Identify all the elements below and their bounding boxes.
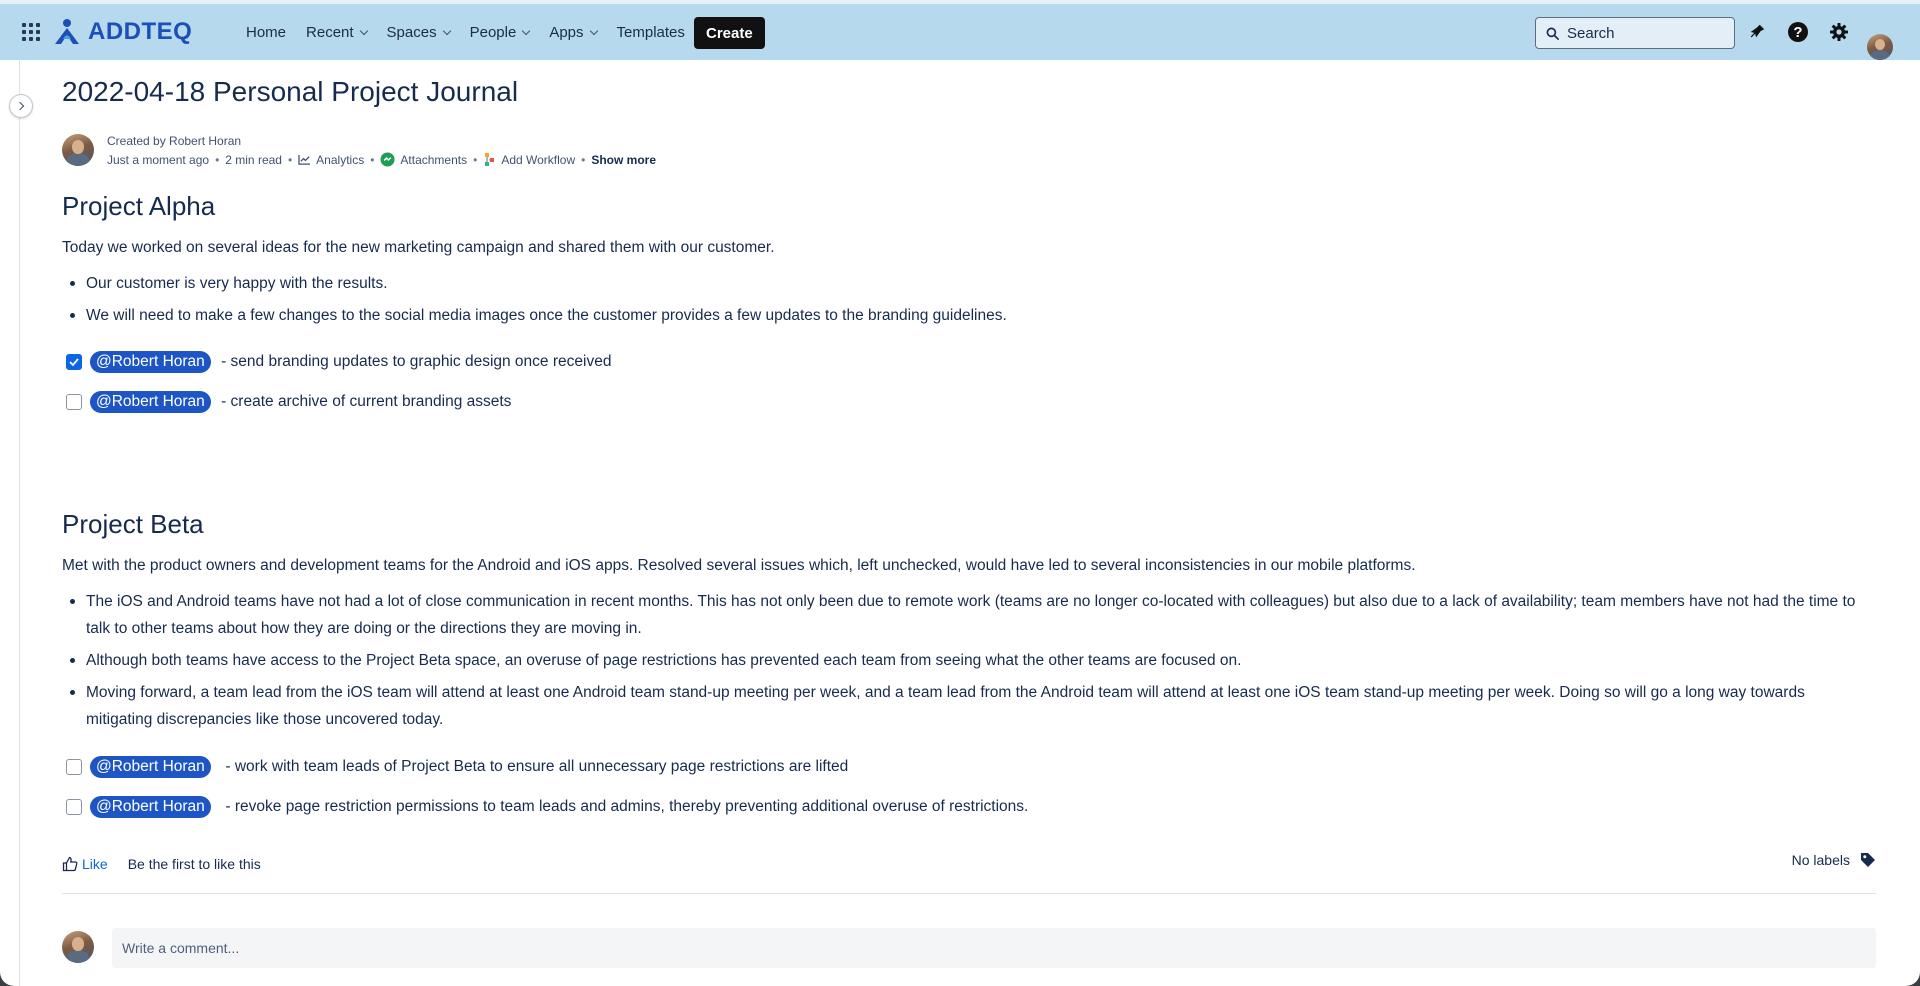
created-by[interactable]: Created by Robert Horan xyxy=(107,134,242,148)
gear-icon xyxy=(1829,22,1849,42)
top-navigation xyxy=(0,4,1920,60)
nav-templates-label: Templates xyxy=(616,23,685,41)
chevron-down-icon xyxy=(522,26,530,34)
add-workflow-label: Add Workflow xyxy=(501,152,576,167)
nav-recent[interactable] xyxy=(296,18,377,47)
logo-text: ADDTEQ xyxy=(88,18,193,45)
comment-input[interactable] xyxy=(112,928,1876,968)
search-icon xyxy=(1546,27,1559,40)
task-item xyxy=(66,755,848,779)
attachments-icon xyxy=(380,152,395,167)
chevron-down-icon xyxy=(442,26,450,34)
task-checkbox[interactable] xyxy=(66,759,82,775)
settings-button[interactable] xyxy=(1828,21,1850,43)
profile-avatar[interactable] xyxy=(1867,34,1893,60)
nav-templates[interactable] xyxy=(607,18,695,47)
read-time: 2 min read xyxy=(225,152,282,167)
task-text: - work with team leads of Project Beta to ensure all unnecessary page restrictions are lifted xyxy=(216,758,849,775)
chevron-right-icon xyxy=(16,102,24,110)
chevron-down-icon xyxy=(359,26,367,34)
user-mention[interactable]: @Robert Horan xyxy=(90,756,211,778)
nav-home-label: Home xyxy=(246,23,287,41)
create-button[interactable]: Create xyxy=(694,17,765,49)
separator: • xyxy=(370,152,375,167)
commenter-avatar xyxy=(62,931,94,963)
section-intro-beta: Met with the product owners and development teams for the Android and iOS apps. Resolved several issues which, left unchecked, would have led to several inconsistencies in our mobile platforms. xyxy=(62,557,1416,574)
separator: • xyxy=(473,152,478,167)
help-button[interactable] xyxy=(1787,21,1809,43)
primary-nav xyxy=(236,4,695,60)
analytics-label: Analytics xyxy=(316,152,365,167)
section-heading-alpha: Project Alpha xyxy=(62,191,216,221)
like-label: Like xyxy=(82,856,108,872)
workflow-icon xyxy=(483,152,496,167)
nav-apps-label: Apps xyxy=(549,23,584,41)
thumbs-up-icon xyxy=(62,856,78,872)
nav-people[interactable] xyxy=(460,18,540,47)
list-item: Our customer is very happy with the results. xyxy=(62,270,1872,297)
section-heading-beta: Project Beta xyxy=(62,509,204,539)
labels-text: No labels xyxy=(1791,852,1850,868)
addteq-logo-icon xyxy=(52,17,82,47)
expand-sidebar-button[interactable] xyxy=(9,94,33,118)
page-byline xyxy=(62,134,862,170)
task-text: - revoke page restriction permissions to team leads and admins, thereby preventing additional overuse of restrictions. xyxy=(216,798,1029,815)
reactions-row xyxy=(62,852,1876,876)
section-intro-alpha: Today we worked on several ideas for the new marketing campaign and shared them with our customer. xyxy=(62,239,775,256)
separator: • xyxy=(581,152,586,167)
megaphone-icon xyxy=(1748,23,1766,41)
nav-people-label: People xyxy=(469,23,517,41)
user-mention[interactable]: @Robert Horan xyxy=(90,391,211,413)
nav-home[interactable] xyxy=(236,18,296,47)
app-switcher-icon[interactable] xyxy=(22,23,40,41)
search-box[interactable] xyxy=(1535,17,1735,49)
comment-area xyxy=(62,928,1876,968)
separator: • xyxy=(287,152,293,167)
notifications-icon[interactable] xyxy=(1746,21,1768,43)
attachments-label: Attachments xyxy=(400,152,468,167)
bullet-list-beta xyxy=(62,588,1872,738)
nav-spaces-label: Spaces xyxy=(386,23,437,41)
sidebar-rail xyxy=(0,60,20,986)
task-item xyxy=(66,350,611,374)
chevron-down-icon xyxy=(589,26,597,34)
task-text: - send branding updates to graphic design once received xyxy=(216,353,612,370)
edited-time: Just a moment ago xyxy=(107,152,210,167)
task-checkbox[interactable] xyxy=(66,799,82,815)
page-meta xyxy=(107,152,656,167)
labels-area xyxy=(1792,852,1876,868)
task-checkbox[interactable] xyxy=(66,394,82,410)
separator: • xyxy=(215,152,220,167)
show-more-button[interactable]: Show more xyxy=(591,152,657,167)
like-button[interactable] xyxy=(62,856,108,872)
task-text: - create archive of current branding assets xyxy=(216,393,512,410)
check-icon xyxy=(69,358,79,366)
user-mention[interactable]: @Robert Horan xyxy=(90,796,211,818)
task-item xyxy=(66,795,1028,819)
list-item: The iOS and Android teams have not had a lot of close communication in recent months. This has not only been due to remote work (teams are no longer co-located with colleagues) but also due to a lack of availability; team members have not had the time to talk to other teams about how they are doing or the directions they are moving in. xyxy=(62,588,1872,642)
nav-spaces[interactable] xyxy=(377,18,460,47)
page-title: 2022-04-18 Personal Project Journal xyxy=(62,76,519,107)
task-checkbox[interactable] xyxy=(66,354,82,370)
list-item: Moving forward, a team lead from the iOS team will attend at least one Android team stand-up meeting per week, and a team lead from the Android team will attend at least one iOS team stand-up meeting per week. Doing so will go a long way towards mitigating discrepancies like those uncovered today. xyxy=(62,679,1872,733)
bullet-list-alpha xyxy=(62,270,1872,334)
analytics-icon xyxy=(298,154,311,165)
attachments-link[interactable] xyxy=(380,152,467,167)
author-avatar[interactable] xyxy=(62,134,94,166)
divider xyxy=(62,893,1876,894)
logo[interactable] xyxy=(52,16,192,48)
add-workflow-link[interactable] xyxy=(483,152,575,167)
list-item: Although both teams have access to the Project Beta space, an overuse of page restrictions has prevented each team from seeing what the other teams are focused on. xyxy=(62,647,1872,674)
nav-apps[interactable] xyxy=(539,18,606,47)
help-icon: ? xyxy=(1788,22,1808,42)
user-mention[interactable]: @Robert Horan xyxy=(90,351,211,373)
nav-recent-label: Recent xyxy=(306,23,354,41)
tag-icon[interactable] xyxy=(1860,852,1876,868)
like-summary: Be the first to like this xyxy=(127,856,261,872)
analytics-link[interactable] xyxy=(298,153,364,167)
list-item: We will need to make a few changes to the social media images once the customer provides a few updates to the branding guidelines. xyxy=(62,302,1872,329)
search-input[interactable] xyxy=(1567,25,1727,42)
task-item xyxy=(66,390,511,414)
